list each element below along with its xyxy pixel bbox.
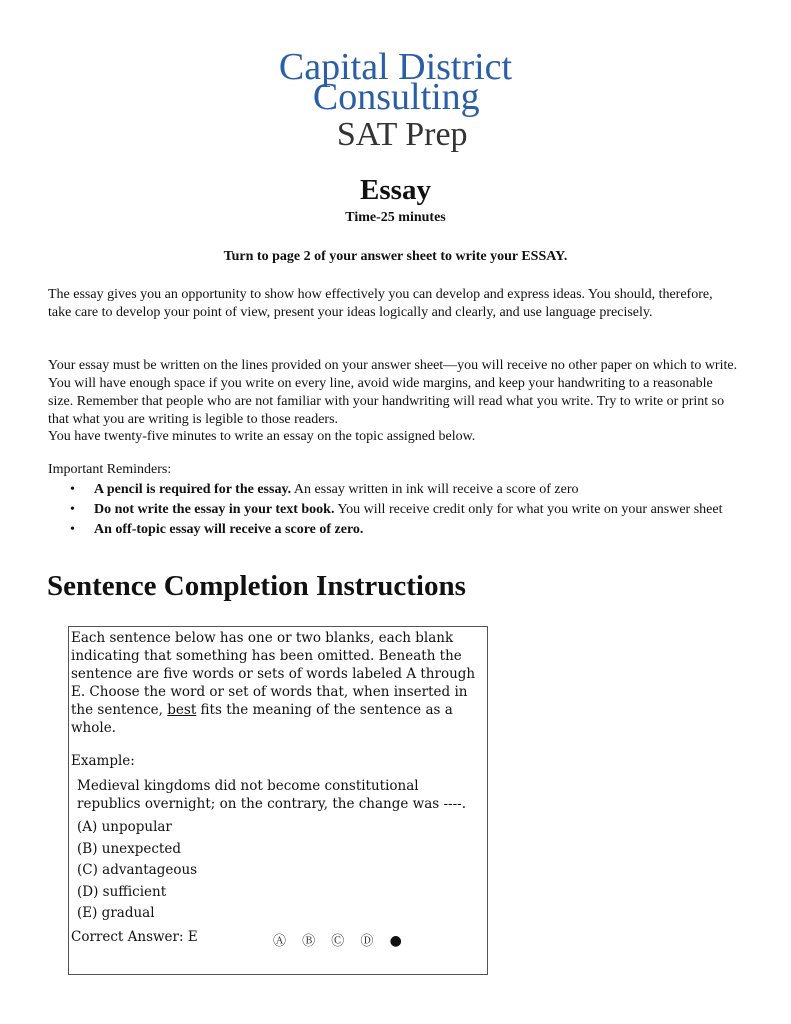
bubble-d-icon: Ⓓ — [360, 934, 374, 949]
bullet-icon: • — [70, 502, 75, 517]
reminder-bold: An off-topic essay will receive a score of zero. — [94, 522, 364, 537]
choice-item: (E) gradual — [77, 905, 155, 921]
underlined-word: best — [167, 702, 197, 718]
essay-title: Essay — [360, 174, 431, 206]
bullet-icon: • — [70, 522, 75, 537]
reminder-bold: Do not write the essay in your text book. — [94, 502, 335, 517]
logo-line-3: SAT Prep — [336, 116, 468, 153]
choice-item: (D) sufficient — [77, 883, 167, 900]
essay-paragraph-3: You have twenty-five minutes to write an essay on the topic assigned below. — [48, 429, 476, 444]
logo-line-2: Consulting — [312, 76, 480, 118]
example-label: Example: — [71, 753, 135, 769]
reminder-text: You will receive credit only for what you write on your answer sheet — [334, 502, 723, 517]
bubble-c-icon: Ⓒ — [331, 934, 345, 949]
instructions-text — [71, 629, 481, 737]
choice-item: (C) advantageous — [77, 862, 198, 878]
essay-paragraph-2: Your essay must be written on the lines provided on your answer sheet—you will receive no other paper on which to write. You will have enough space if you write on every line, avoid wide margins, and keep your handwriting to a reasonable size. Remember that people who are not familiar with your handwriting will read what you write. Try to write or print so that what you are writing is legible to those readers. — [48, 358, 738, 427]
reminder-text: An essay written in ink will receive a score of zero — [291, 482, 579, 497]
bubble-a-icon: Ⓐ — [273, 934, 287, 949]
answer-choices — [77, 817, 197, 925]
example-question: Medieval kingdoms did not become constitutional republics overnight; on the contrary, the change was ----. — [77, 778, 467, 812]
instructions-box — [68, 626, 488, 975]
section-title: Sentence Completion Instructions — [47, 570, 466, 602]
essay-instruction: Turn to page 2 of your answer sheet to write your ESSAY. — [223, 249, 568, 264]
reminder-item — [48, 481, 728, 499]
bubble-b-icon: Ⓑ — [302, 934, 316, 949]
choice-item: (B) unexpected — [77, 840, 181, 857]
instructions-part: Each sentence below has one or two blanks, each blank indicating that something has been omitted. Beneath the sentence are five words or sets of words labeled A through E. Choose the word or set of words that, when inserted in the sentence, — [71, 630, 476, 718]
correct-answer: Correct Answer: E — [71, 929, 198, 945]
reminder-item — [48, 501, 728, 519]
bullet-icon: • — [70, 482, 75, 497]
bubble-e-filled-icon: ● — [389, 933, 402, 949]
logo — [0, 48, 791, 152]
reminder-item — [48, 521, 728, 539]
essay-time: Time-25 minutes — [345, 210, 446, 225]
choice-item: (A) unpopular — [77, 819, 172, 835]
instructions-part: fits the meaning of the sentence as a whole. — [71, 702, 453, 736]
essay-paragraph-1: The essay gives you an opportunity to show how effectively you can develop and express ideas. You should, therefore, take care to develop your point of view, present your ideas logically and clearly, and use language precisely. — [48, 287, 713, 320]
reminders-list — [48, 481, 728, 541]
reminders-label: Important Reminders: — [48, 462, 172, 477]
logo-line-1: Capital District — [278, 46, 513, 88]
answer-bubbles — [273, 930, 415, 949]
reminder-bold: A pencil is required for the essay. — [94, 482, 292, 497]
